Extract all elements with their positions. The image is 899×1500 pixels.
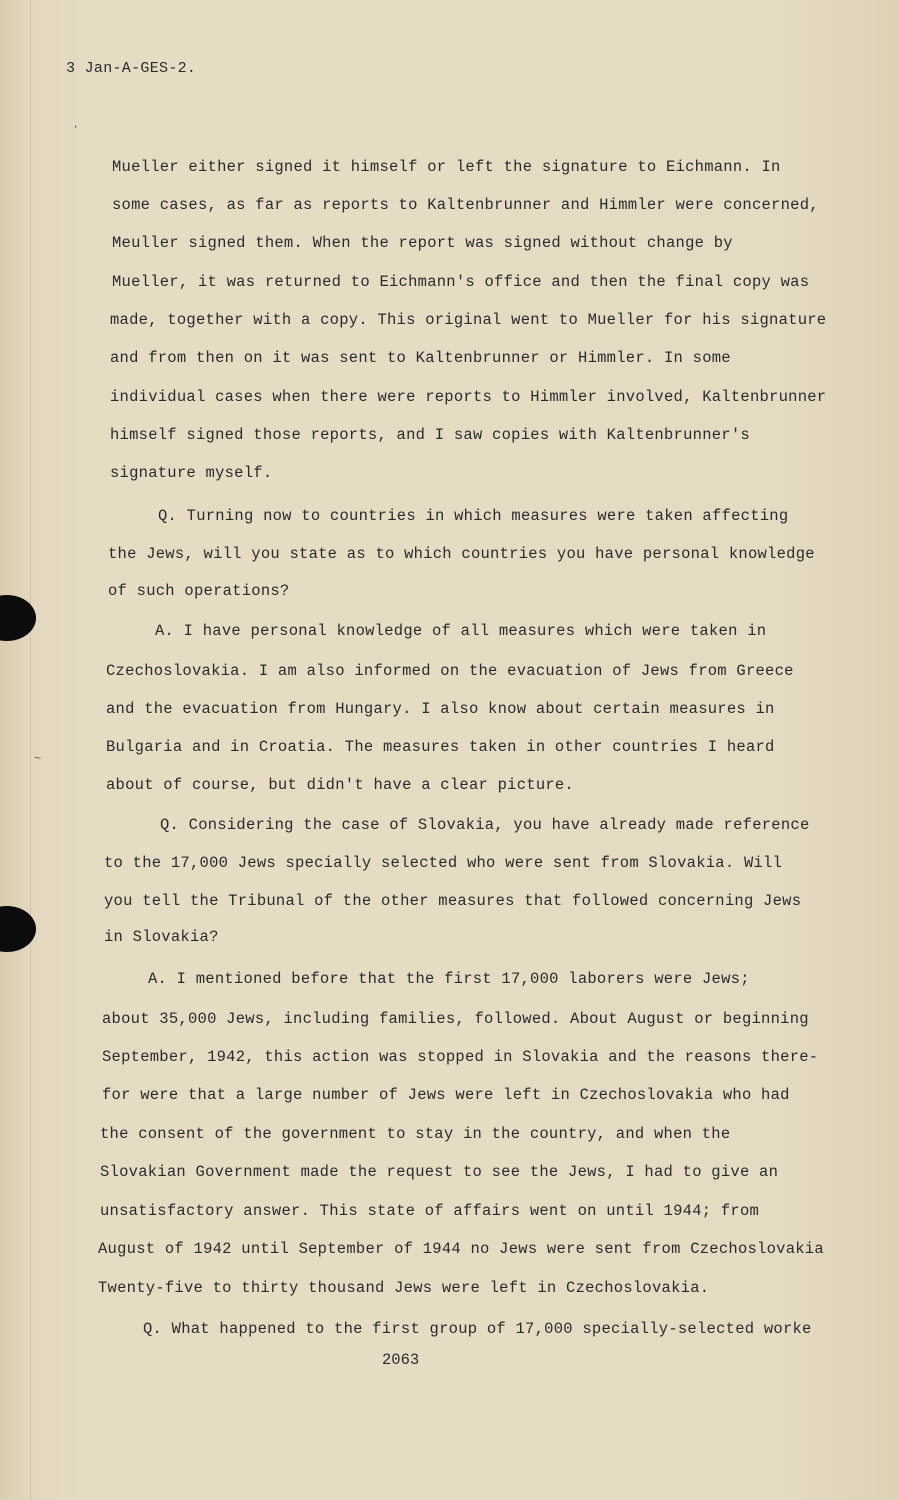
text-line: to the 17,000 Jews specially selected who were sent from Slovakia. Will [104, 854, 783, 872]
text-line: September, 1942, this action was stopped in Slovakia and the reasons there- [102, 1048, 819, 1066]
text-line: about of course, but didn't have a clear picture. [106, 776, 575, 794]
text-line: the consent of the government to stay in the country, and when the [100, 1125, 731, 1143]
text-line: some cases, as far as reports to Kaltenbrunner and Himmler were concerned, [112, 196, 819, 214]
text-line: Mueller, it was returned to Eichmann's office and then the final copy was [112, 273, 810, 291]
text-line: Bulgaria and in Croatia. The measures taken in other countries I heard [106, 738, 775, 756]
stray-mark-margin: ~ [34, 752, 42, 766]
text-line: Slovakian Government made the request to see the Jews, I had to give an [100, 1163, 779, 1181]
text-line: the Jews, will you state as to which countries you have personal knowledge [108, 545, 815, 563]
text-line: and from then on it was sent to Kaltenbrunner or Himmler. In some [110, 349, 731, 367]
text-line: you tell the Tribunal of the other measures that followed concerning Jews [104, 892, 802, 910]
text-line: Mueller either signed it himself or left the signature to Eichmann. In [112, 158, 781, 176]
text-line: made, together with a copy. This original went to Mueller for his signature [110, 311, 827, 329]
text-line: about 35,000 Jews, including families, followed. About August or beginning [102, 1010, 809, 1028]
text-line: signature myself. [110, 464, 273, 482]
text-line: individual cases when there were reports to Himmler involved, Kaltenbrunner [110, 388, 827, 406]
text-line: Meuller signed them. When the report was signed without change by [112, 234, 733, 252]
text-line: and the evacuation from Hungary. I also know about certain measures in [106, 700, 775, 718]
stray-mark: · [72, 120, 80, 134]
text-line: for were that a large number of Jews were left in Czechoslovakia who had [102, 1086, 790, 1104]
text-line: August of 1942 until September of 1944 no Jews were sent from Czechoslovakia [98, 1240, 824, 1258]
question-line: Q. Considering the case of Slovakia, you have already made reference [160, 816, 810, 834]
page-fold-line [30, 0, 31, 1500]
question-line: Q. Turning now to countries in which measures were taken affecting [158, 507, 789, 525]
text-line: of such operations? [108, 582, 290, 600]
text-line: Twenty-five to thirty thousand Jews were left in Czechoslovakia. [98, 1279, 710, 1297]
answer-line: A. I have personal knowledge of all measures which were taken in [155, 622, 767, 640]
page-number: 2063 [382, 1351, 420, 1369]
answer-line: A. I mentioned before that the first 17,000 laborers were Jews; [148, 970, 750, 988]
text-line: Czechoslovakia. I am also informed on the evacuation of Jews from Greece [106, 662, 794, 680]
question-line: Q. What happened to the first group of 17,000 specially-selected worke [143, 1320, 812, 1338]
text-line: himself signed those reports, and I saw copies with Kaltenbrunner's [110, 426, 750, 444]
text-line: unsatisfactory answer. This state of affairs went on until 1944; from [100, 1202, 760, 1220]
document-header: 3 Jan-A-GES-2. [66, 60, 197, 77]
text-line: in Slovakia? [104, 928, 219, 946]
